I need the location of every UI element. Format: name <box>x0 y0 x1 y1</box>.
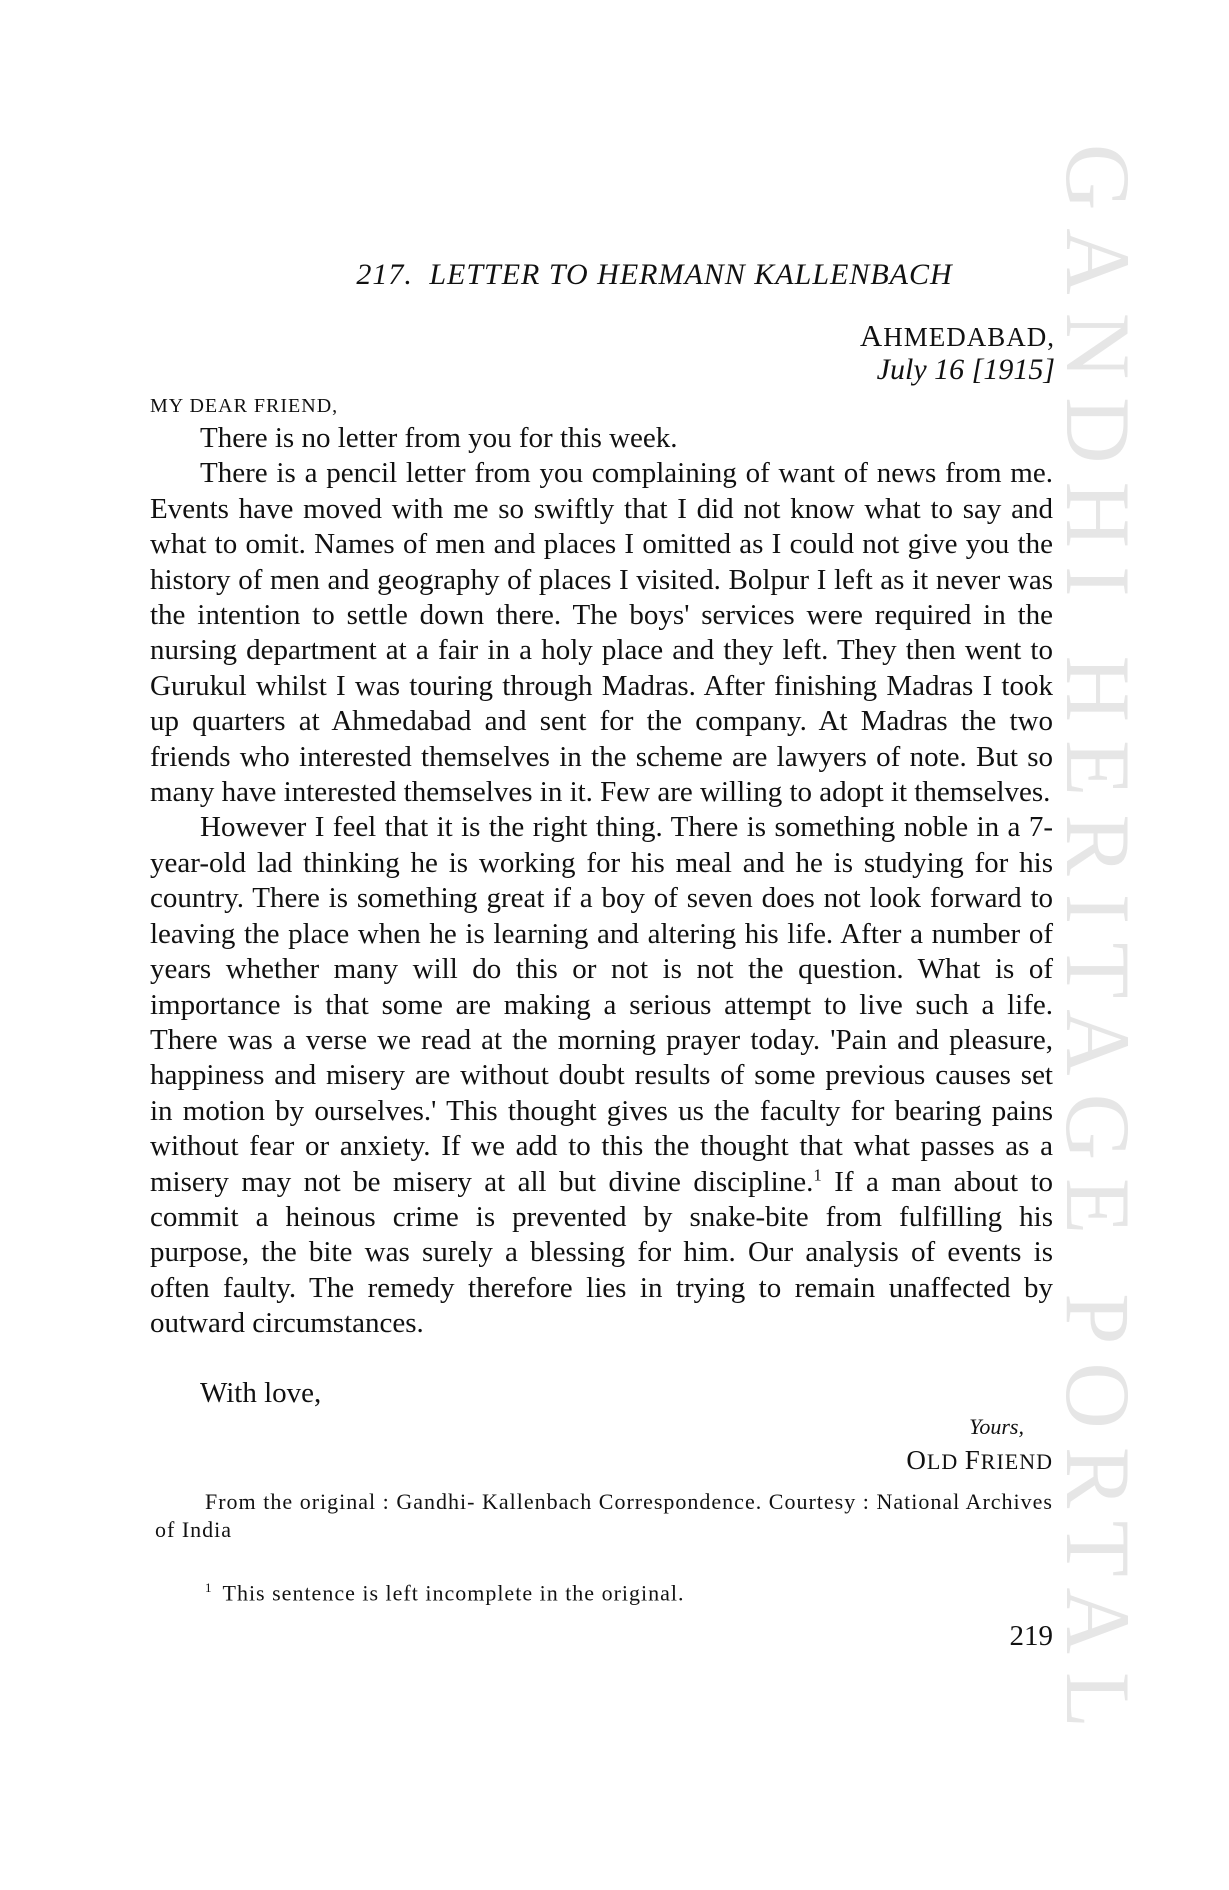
letter-place <box>860 318 1055 354</box>
signature-rest: RIEND <box>980 1449 1053 1474</box>
signature-rest: LD <box>926 1449 959 1474</box>
signature-initial: F <box>964 1445 981 1475</box>
watermark-text: GANDHI HERITAGE PORTAL <box>1047 143 1150 1747</box>
signature <box>906 1445 1053 1476</box>
letter-body <box>150 421 1053 1342</box>
paragraph-text: However I feel that it is the right thing. There is something noble in a 7-year-old lad thinking he is working for his meal and he is studying for his country. There is something great if a boy of seven does not look forward to leaving the place when he is learning and altering his life. After a number of years whether many will do this or not is not the question. What is of importance is that some are making a serious attempt to live such a life. There was a verse we read at the morning prayer today. 'Pain and pleasure, happiness and misery are without doubt results of some previous causes set in motion by ourselves.' This thought gives us the faculty for bearing pains without fear or anxiety. If we add to this the thought that what passes as a misery may not be misery at all but divine discipline. <box>150 811 1053 1198</box>
signature-initial: O <box>906 1445 927 1475</box>
body-paragraph: There is no letter from you for this week. <box>200 422 678 454</box>
body-paragraph: There is a pencil letter from you complaining of want of news from me. Events have moved with me so swiftly that I did not know what to say and what to omit. Names of men and places I omitted as I could not give you the history of men and geography of places I visited. Bolpur I left as it never was the intention to settle down there. The boys' services were required in the nursing department at a fair in a holy place and they left. They then went to Gurukul whilst I was touring through Madras. After finishing Madras I took up quarters at Ahmedabad and sent for the company. At Madras the two friends who interested themselves in the scheme are lawyers of note. But so many have interested themselves in it. Few are willing to adopt it themselves. <box>150 457 1053 809</box>
valediction: Yours, <box>969 1414 1024 1439</box>
paragraph-text: If a man about to commit a heinous crime is prevented by snake-bite from fulfilling his purpose, the bite was surely a blessing for him. Our analysis of events is often faulty. The remedy therefore lies in trying to remain unaffected by outward circumstances. <box>150 1165 1053 1340</box>
footnote <box>205 1580 685 1606</box>
closing: With love, <box>200 1377 322 1409</box>
page-number: 219 <box>1009 1620 1053 1652</box>
place-initial: A <box>859 318 884 353</box>
source-note: From the original : Gandhi- Kallenbach Correspondence. Courtesy : National Archives of India <box>155 1489 1053 1542</box>
letter-date: July 16 [1915] <box>876 353 1055 386</box>
footnote-text: This sentence is left incomplete in the original. <box>222 1580 685 1606</box>
heading-title: LETTER TO HERMANN KALLENBACH <box>429 258 953 291</box>
footnote-reference: 1 <box>813 1164 822 1184</box>
heading-number: 217. <box>356 258 413 291</box>
body-paragraph <box>150 810 1053 1341</box>
place-rest: HMEDABAD, <box>883 322 1055 352</box>
letter-heading <box>0 258 1229 292</box>
footnote-marker: 1 <box>205 1580 213 1595</box>
salutation: MY DEAR FRIEND, <box>150 395 339 417</box>
watermark <box>1047 143 1150 1747</box>
